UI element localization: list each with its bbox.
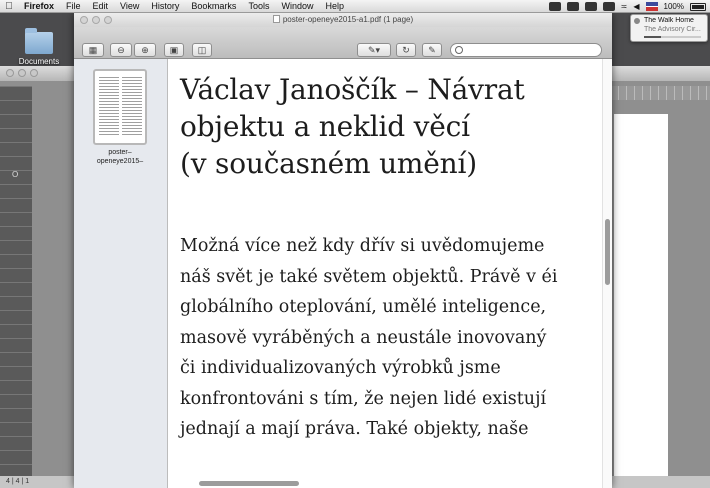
dropbox-icon[interactable] (549, 2, 561, 11)
timemachine-icon[interactable] (585, 2, 597, 11)
horizontal-scrollbar[interactable] (169, 479, 601, 488)
thumbnail-sidebar (74, 59, 168, 488)
rotate-button[interactable] (396, 43, 416, 57)
image-button[interactable] (192, 43, 212, 57)
thumbnail-text-column (99, 77, 119, 137)
notification-popup[interactable] (630, 14, 708, 42)
body-line: či individualizovaných výrobků jsme (180, 358, 501, 378)
zoom-out-icon: ⊖ (117, 45, 125, 55)
zoom-fit-button[interactable] (164, 43, 184, 57)
body-line: Možná více než kdy dřív si uvědomujeme (180, 236, 545, 256)
menu-edit[interactable]: Edit (92, 0, 109, 11)
annotate-button[interactable] (422, 43, 442, 57)
page-thumbnail[interactable] (93, 69, 147, 145)
body-line: globálního oteplování, umělé inteligence, (180, 297, 547, 317)
search-input[interactable] (465, 44, 597, 56)
pdf-content-area[interactable] (169, 59, 601, 488)
menu-extras (549, 0, 706, 13)
horizontal-ruler (610, 86, 710, 100)
menu-bar (0, 0, 710, 13)
bg-zoom-icon[interactable] (30, 69, 38, 77)
background-status-bar: 4 | 4 | 1 (0, 476, 710, 488)
title-line: (v současném umění) (180, 147, 477, 180)
title-line: objektu a neklid věcí (180, 110, 470, 143)
vertical-scrollbar[interactable] (602, 59, 612, 488)
window-title: poster-openeye2015-a1.pdf (1 page) (282, 15, 414, 24)
folder-label: Documents (18, 57, 60, 66)
menu-bookmarks[interactable]: Bookmarks (191, 0, 237, 11)
zoom-fit-icon: ▣ (169, 45, 179, 55)
bg-minimize-icon[interactable] (18, 69, 26, 77)
background-document-page (614, 114, 668, 488)
notification-progress (644, 36, 701, 38)
thumbnail-label-line: poster– (108, 149, 132, 156)
wifi-icon[interactable]: ≍ (620, 2, 628, 11)
zoom-out-button[interactable] (110, 43, 132, 57)
bg-close-icon[interactable] (6, 69, 14, 77)
preview-toolbar (74, 27, 612, 59)
folder-icon (25, 32, 53, 54)
input-source-flag-icon[interactable] (646, 2, 658, 11)
preview-titlebar (74, 13, 612, 27)
battery-percent: 100% (663, 2, 684, 11)
bg-side-letter: O (12, 170, 19, 179)
document-title (180, 71, 601, 182)
minimize-window-icon[interactable] (92, 16, 100, 24)
document-body (180, 231, 601, 445)
thumbnail-text-column (122, 77, 142, 137)
zoom-window-icon[interactable] (104, 16, 112, 24)
body-line: konfrontováni s tím, že nejen lidé existují (180, 388, 547, 409)
display-icon[interactable] (567, 2, 579, 11)
menu-tools[interactable]: Tools (248, 0, 270, 11)
volume-icon[interactable]: ◀ (633, 2, 640, 11)
desktop-documents-folder[interactable] (18, 32, 60, 66)
menu-view[interactable]: View (120, 0, 140, 11)
bluetooth-icon[interactable] (603, 2, 615, 11)
menu-history[interactable]: History (151, 0, 180, 11)
thumbnail-label-line: openeye2015– (96, 158, 144, 165)
search-field[interactable] (450, 43, 602, 57)
rotate-icon: ↻ (402, 45, 410, 55)
apple-menu-icon[interactable] (0, 1, 18, 12)
menu-window[interactable]: Window (281, 0, 314, 11)
title-line: Václav Janoščík – Návrat (180, 73, 525, 106)
notification-subtitle: The Advisory Cir... (644, 26, 701, 33)
annotate-icon: ✎ (428, 45, 436, 55)
notification-close-icon[interactable] (634, 18, 640, 24)
menu-file[interactable]: File (66, 0, 81, 11)
pen-icon: ✎▾ (367, 45, 381, 55)
menu-help[interactable]: Help (325, 0, 344, 11)
horizontal-scroll-thumb[interactable] (199, 481, 299, 486)
image-icon: ◫ (197, 45, 207, 55)
notification-title: The Walk Home (644, 17, 694, 24)
zoom-in-icon: ⊕ (141, 45, 149, 55)
sidebar-toggle-button[interactable] (82, 43, 104, 57)
body-line: náš svět je také světem objektů. Právě v éi (180, 266, 558, 287)
pdf-document-icon (273, 15, 280, 23)
close-window-icon[interactable] (80, 16, 88, 24)
zoom-in-button[interactable] (134, 43, 156, 57)
body-line: jednají a mají práva. Také objekty, naše (180, 419, 529, 439)
battery-icon[interactable] (690, 3, 706, 11)
markup-pen-button[interactable] (357, 43, 391, 57)
menu-app-name[interactable]: Firefox (24, 0, 55, 11)
preview-window (74, 13, 612, 488)
body-line: masově vyráběných a neustále inovovaný (180, 327, 547, 348)
thumbnail-label (84, 148, 156, 166)
sidebar-toggle-icon: ▦ (88, 45, 98, 55)
vertical-scroll-thumb[interactable] (605, 219, 610, 285)
vertical-ruler (0, 86, 32, 476)
window-controls (80, 16, 112, 24)
